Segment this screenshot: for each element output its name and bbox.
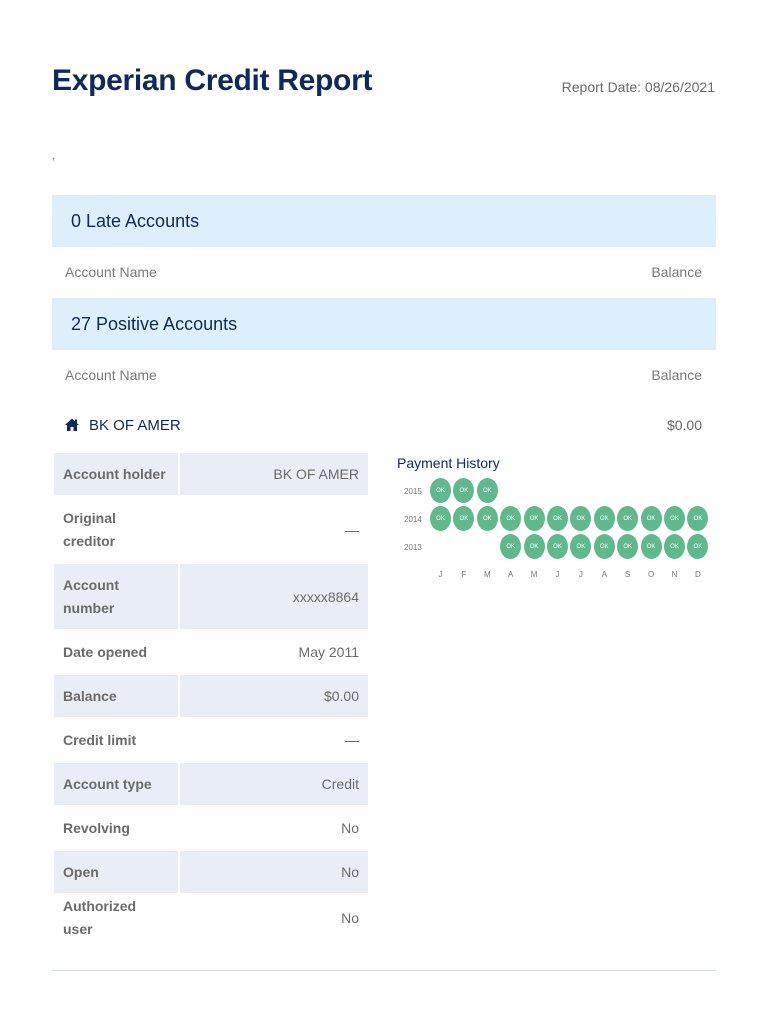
column-account-name: Account Name <box>65 367 157 383</box>
table-row <box>54 453 368 495</box>
column-balance: Balance <box>651 264 702 280</box>
detail-label: Revolving <box>63 819 130 836</box>
payment-month-label: J <box>578 570 583 579</box>
detail-value: Credit <box>180 763 368 805</box>
table-row <box>54 564 368 629</box>
payment-status-ok: OK <box>453 478 474 503</box>
payment-status-ok: OK <box>524 506 545 531</box>
payment-year-label: 2014 <box>404 515 422 524</box>
payment-month-label: A <box>508 570 514 579</box>
late-accounts-column-header <box>52 264 716 284</box>
detail-label: Account type <box>54 763 178 805</box>
detail-value: — <box>345 732 359 748</box>
payment-status-ok: OK <box>430 506 451 531</box>
positive-accounts-header[interactable] <box>52 298 716 350</box>
report-date: Report Date: 08/26/2021 <box>561 79 715 95</box>
payment-history-title: Payment History <box>397 455 500 471</box>
detail-value: $0.00 <box>180 675 368 717</box>
table-row <box>54 631 368 673</box>
payment-month-label: F <box>461 570 467 579</box>
stray-text: , <box>52 148 56 162</box>
payment-year-label: 2015 <box>404 487 422 496</box>
column-account-name: Account Name <box>65 264 157 280</box>
payment-status-ok: OK <box>477 478 498 503</box>
payment-status-ok: OK <box>687 506 708 531</box>
table-row <box>54 497 368 562</box>
positive-accounts-column-header <box>52 367 716 387</box>
payment-status-ok: OK <box>617 534 638 559</box>
detail-label: Balance <box>54 675 178 717</box>
divider <box>52 970 716 971</box>
account-details-table <box>52 451 370 943</box>
payment-month-label: N <box>671 570 678 579</box>
payment-status-ok: OK <box>664 534 685 559</box>
payment-status-ok: OK <box>687 534 708 559</box>
payment-month-label: M <box>483 570 491 579</box>
payment-status-ok: OK <box>453 506 474 531</box>
column-balance: Balance <box>651 367 702 383</box>
payment-status-ok: OK <box>430 478 451 503</box>
home-icon <box>64 417 80 433</box>
positive-accounts-title: 27 Positive Accounts <box>71 313 238 334</box>
detail-value: No <box>341 910 359 926</box>
payment-status-ok: OK <box>524 534 545 559</box>
detail-label: Credit limit <box>63 731 137 748</box>
payment-year-label: 2013 <box>404 543 422 552</box>
detail-label: Original creditor <box>63 509 116 549</box>
payment-status-ok: OK <box>570 506 591 531</box>
account-row[interactable] <box>52 416 716 438</box>
account-balance: $0.00 <box>666 417 702 433</box>
payment-status-ok: OK <box>477 506 498 531</box>
payment-month-label: O <box>647 570 655 579</box>
payment-status-ok: OK <box>594 534 615 559</box>
table-row <box>54 851 368 893</box>
report-title: Experian Credit Report <box>52 64 373 97</box>
payment-status-ok: OK <box>641 534 662 559</box>
payment-status-ok: OK <box>641 506 662 531</box>
payment-month-label: J <box>555 570 560 579</box>
payment-month-label: S <box>625 570 631 579</box>
table-row <box>54 719 368 761</box>
detail-value: BK OF AMER <box>180 453 368 495</box>
table-row <box>54 807 368 849</box>
detail-label: Authorized user <box>63 898 137 937</box>
detail-value: No <box>341 820 359 836</box>
detail-label: Date opened <box>63 643 148 660</box>
payment-status-ok: OK <box>664 506 685 531</box>
late-accounts-title: 0 Late Accounts <box>71 210 200 231</box>
detail-label: Account holder <box>54 453 178 495</box>
detail-value: — <box>345 521 359 538</box>
payment-status-ok: OK <box>547 534 568 559</box>
table-row <box>54 675 368 717</box>
account-name: BK OF AMER <box>89 417 181 434</box>
payment-status-ok: OK <box>617 506 638 531</box>
payment-status-ok: OK <box>570 534 591 559</box>
payment-status-ok: OK <box>500 534 521 559</box>
payment-month-label: J <box>438 570 443 579</box>
payment-month-label: D <box>695 570 701 579</box>
payment-month-label: M <box>530 570 538 579</box>
payment-status-ok: OK <box>500 506 521 531</box>
detail-value: May 2011 <box>298 644 359 660</box>
payment-month-label: A <box>601 570 607 579</box>
detail-label: Open <box>54 851 178 893</box>
payment-status-ok: OK <box>547 506 568 531</box>
payment-status-ok: OK <box>594 506 615 531</box>
late-accounts-header[interactable] <box>52 195 716 247</box>
table-row <box>54 895 368 941</box>
detail-label: Account number <box>54 564 178 629</box>
table-row <box>54 763 368 805</box>
detail-value: No <box>180 851 368 893</box>
detail-value: xxxxx8864 <box>180 564 368 629</box>
